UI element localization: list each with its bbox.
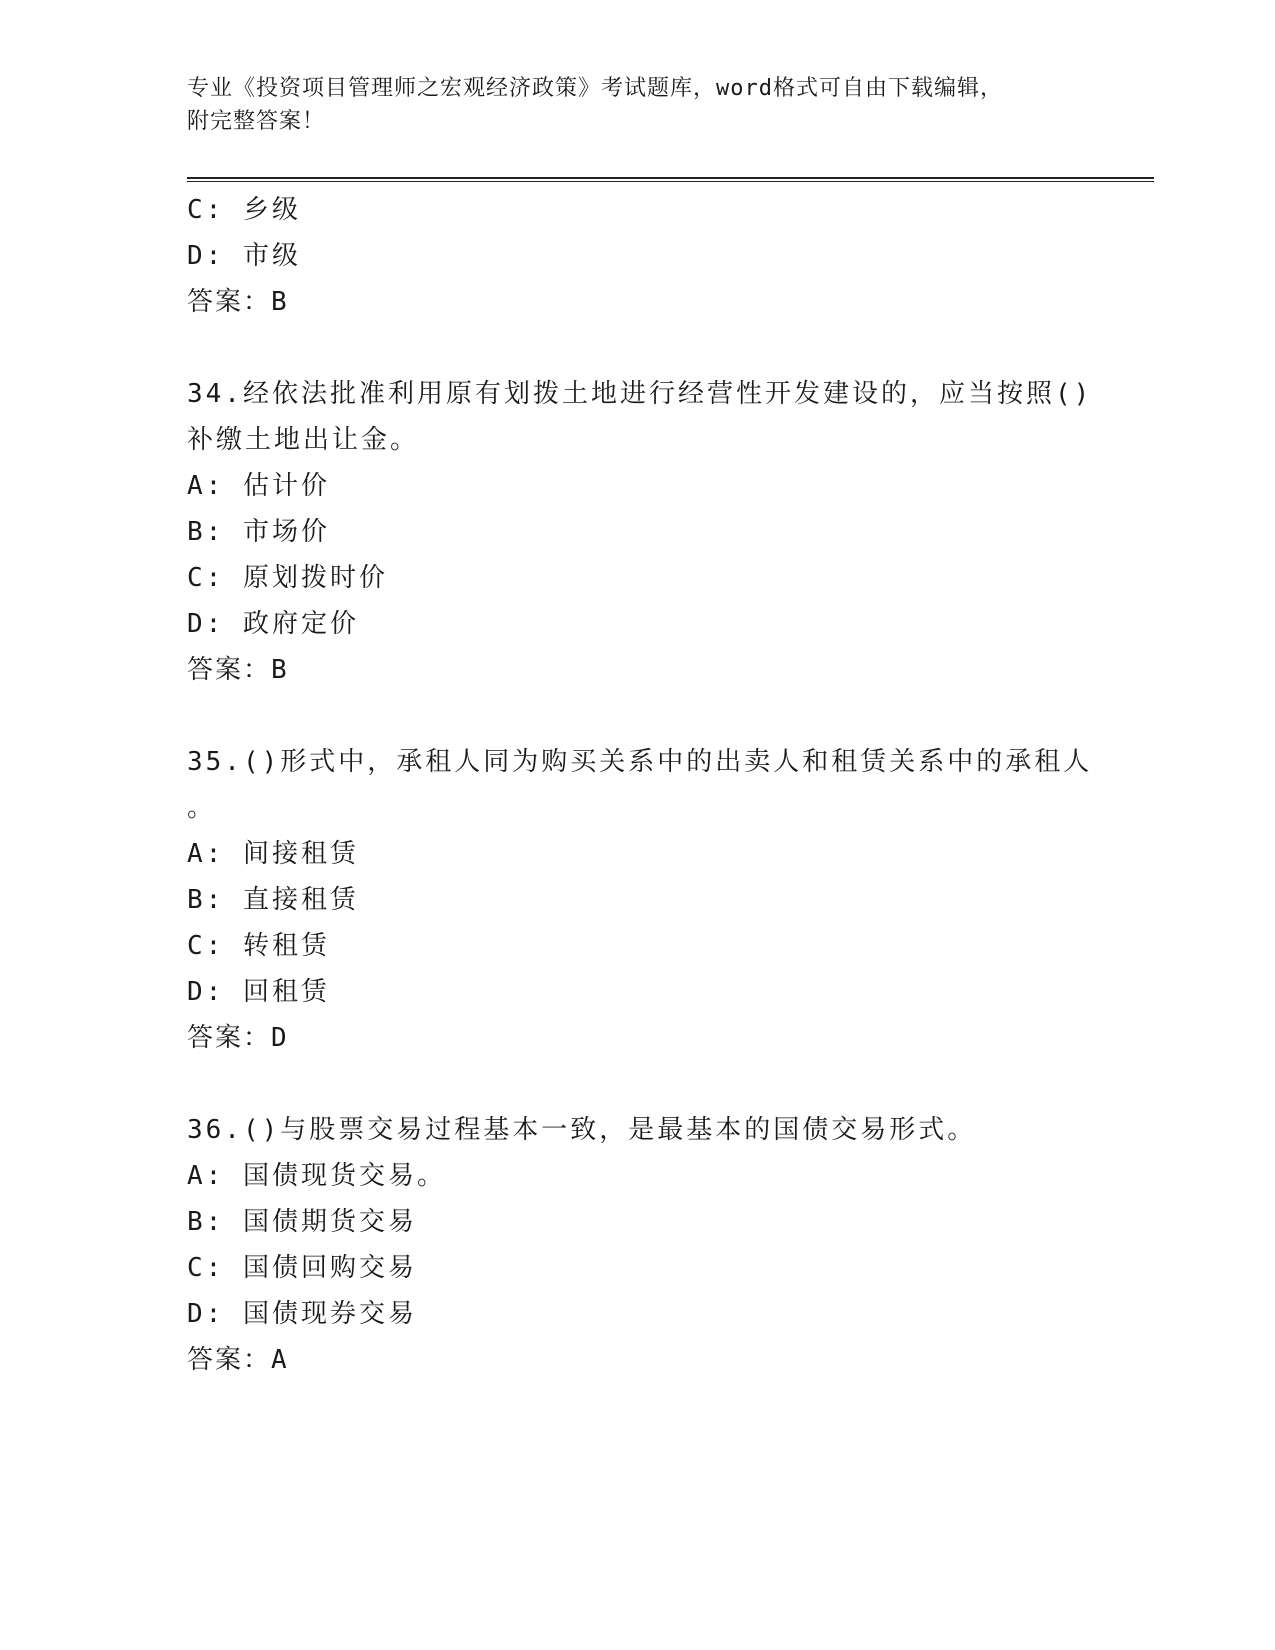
- option-text: 市场价: [242, 517, 330, 547]
- option-text: 转租赁: [242, 931, 330, 961]
- option-text: 国债回购交易: [242, 1253, 417, 1283]
- option-text: 乡级: [242, 195, 301, 225]
- option-c: [187, 923, 1087, 969]
- option-text: 间接租赁: [242, 839, 359, 869]
- option-letter: B:: [187, 885, 225, 915]
- question-35: [187, 739, 1093, 1061]
- answer-label: 答案：: [187, 655, 272, 685]
- question-stem-line-1: 36.()与股票交易过程基本一致，是最基本的国债交易形式。: [187, 1115, 977, 1145]
- option-letter: D:: [187, 609, 225, 639]
- question-34: [187, 371, 1093, 693]
- option-text: 国债期货交易: [242, 1207, 417, 1237]
- answer-line: [187, 1337, 1087, 1383]
- option-c: [187, 187, 1087, 233]
- answer-line: [187, 279, 1087, 325]
- option-b: [187, 509, 1087, 555]
- document-body: [187, 187, 1093, 1383]
- answer-value: A: [271, 1345, 289, 1375]
- answer-value: B: [271, 287, 289, 317]
- header-divider: [187, 177, 1154, 182]
- option-text: 直接租赁: [242, 885, 359, 915]
- answer-line: [187, 1015, 1087, 1061]
- option-letter: D:: [187, 977, 225, 1007]
- option-letter: A:: [187, 1161, 225, 1191]
- option-letter: D:: [187, 1299, 225, 1329]
- option-letter: C:: [187, 1253, 225, 1283]
- question-stem-line-1: 34.经依法批准利用原有划拨土地进行经营性开发建设的，应当按照(): [187, 379, 1093, 409]
- option-text: 国债现券交易: [242, 1299, 417, 1329]
- answer-label: 答案：: [187, 1023, 272, 1053]
- option-letter: C:: [187, 563, 225, 593]
- option-d: [187, 1291, 1087, 1337]
- option-text: 市级: [242, 241, 301, 271]
- option-letter: D:: [187, 241, 225, 271]
- option-b: [187, 1199, 1087, 1245]
- question-stem-line-1: 35.()形式中，承租人同为购买关系中的出卖人和租赁关系中的承租人: [187, 747, 1093, 777]
- question-33-tail: [187, 187, 1087, 325]
- header-line-2: 附完整答案！: [187, 109, 326, 134]
- option-text: 估计价: [242, 471, 330, 501]
- option-letter: C:: [187, 931, 225, 961]
- answer-value: D: [271, 1023, 289, 1053]
- option-letter: A:: [187, 471, 225, 501]
- question-stem-line-2: 补缴土地出让金。: [187, 425, 420, 455]
- option-c: [187, 555, 1087, 601]
- option-d: [187, 233, 1087, 279]
- option-d: [187, 969, 1087, 1015]
- option-a: [187, 831, 1087, 877]
- option-text: 原划拨时价: [242, 563, 388, 593]
- option-c: [187, 1245, 1087, 1291]
- answer-line: [187, 647, 1087, 693]
- header-line-1: 专业《投资项目管理师之宏观经济政策》考试题库，word格式可自由下载编辑，: [187, 76, 1003, 101]
- answer-label: 答案：: [187, 1345, 272, 1375]
- option-letter: C:: [187, 195, 225, 225]
- question-stem-line-2: 。: [187, 793, 217, 823]
- question-36: [187, 1107, 1087, 1383]
- option-a: [187, 1153, 1087, 1199]
- option-text: 政府定价: [242, 609, 359, 639]
- option-text: 国债现货交易。: [242, 1161, 446, 1191]
- answer-label: 答案：: [187, 287, 272, 317]
- option-b: [187, 877, 1087, 923]
- option-letter: A:: [187, 839, 225, 869]
- option-a: [187, 463, 1087, 509]
- option-letter: B:: [187, 517, 225, 547]
- answer-value: B: [271, 655, 289, 685]
- document-header: [187, 72, 1087, 138]
- option-letter: B:: [187, 1207, 225, 1237]
- option-d: [187, 601, 1087, 647]
- option-text: 回租赁: [242, 977, 330, 1007]
